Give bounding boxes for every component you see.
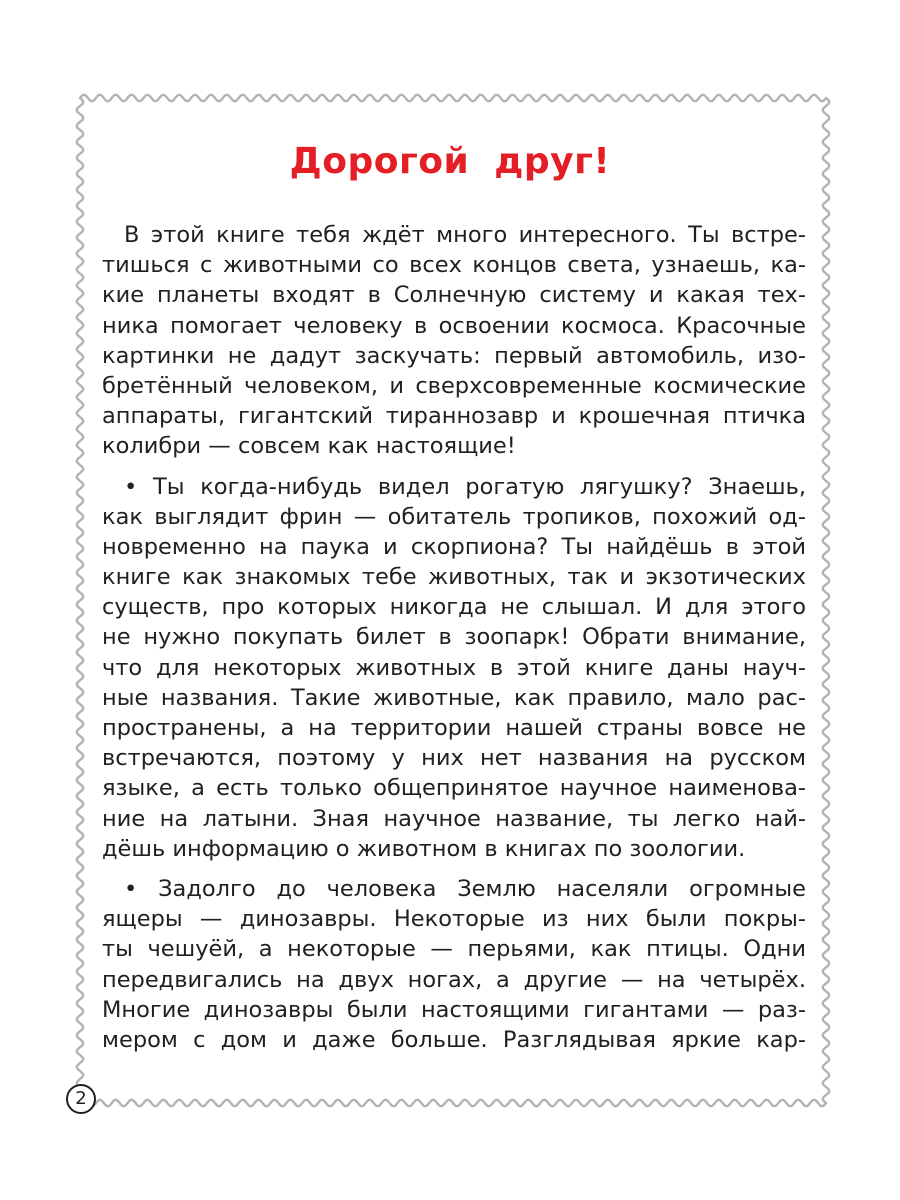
text-line: • Ты когда-нибудь видел рогатую лягушку? Знаешь, [124, 473, 806, 500]
text-line: мером с дом и даже больше. Разглядывая яркие кар- [102, 1026, 806, 1053]
text-line: как выглядит фрин — обитатель тропиков, похожий од- [102, 503, 806, 530]
text-line: пространены, а на территории нашей страны вовсе не [102, 715, 806, 741]
text-line: встречаются, поэтому у них нет названия на русском [102, 745, 806, 772]
paragraph-animals [102, 472, 806, 864]
text-line: колибри — совсем как настоящие! [102, 433, 516, 460]
text-line: ника помогает человеку в освоении космоса. Красочные [102, 312, 806, 339]
text-line: что для некоторых животных в этой книге даны науч- [102, 654, 806, 681]
text-line: дёшь информацию о животном в книгах по зоологии. [102, 835, 746, 862]
text-line: аппараты, гигантский тираннозавр и крошечная птичка [102, 403, 806, 430]
body-text [102, 220, 806, 1055]
text-line: тишься с животными со всех концов света, узнаешь, ка- [102, 252, 806, 279]
text-line: новременно на паука и скорпиона? Ты найдёшь в этой [102, 533, 806, 560]
paragraph-dinosaurs [102, 874, 806, 1055]
text-line: ящеры — динозавры. Некоторые из них были покры- [102, 906, 806, 933]
text-line: передвигались на двух ногах, а другие — на четырёх. [102, 966, 806, 993]
text-line: не нужно покупать билет в зоопарк! Обрати внимание, [102, 624, 806, 651]
paragraph-gap [102, 864, 806, 874]
text-line: языке, а есть только общепринятое научное наименова- [102, 775, 806, 802]
text-line: • Задолго до человека Землю населяли огромные [124, 875, 806, 902]
text-line: картинки не дадут заскучать: первый автомобиль, изо- [102, 342, 806, 369]
page-number: 2 [66, 1084, 96, 1114]
text-line: ты чешуёй, а некоторые — перьями, как птицы. Одни [102, 936, 806, 963]
text-line: ние на латыни. Зная научное название, ты легко най- [102, 805, 806, 832]
text-line: книге как знакомых тебе животных, так и экзотических [102, 564, 806, 591]
text-line: Многие динозавры были настоящими гигантами — раз- [102, 996, 806, 1023]
text-line: существ, про которых никогда не слышал. И для этого [102, 594, 806, 621]
paragraph-intro [102, 220, 806, 462]
paragraph-gap [102, 462, 806, 472]
text-line: бретённый человеком, и сверхсовременные космические [102, 372, 806, 399]
text-line: кие планеты входят в Солнечную систему и какая тех- [102, 282, 806, 309]
text-line: В этой книге тебя ждёт много интересного. Ты встре- [124, 222, 806, 248]
text-line: ные названия. Такие животные, как правило, мало рас- [102, 684, 806, 711]
page-title: Дорогой друг! [289, 141, 611, 182]
